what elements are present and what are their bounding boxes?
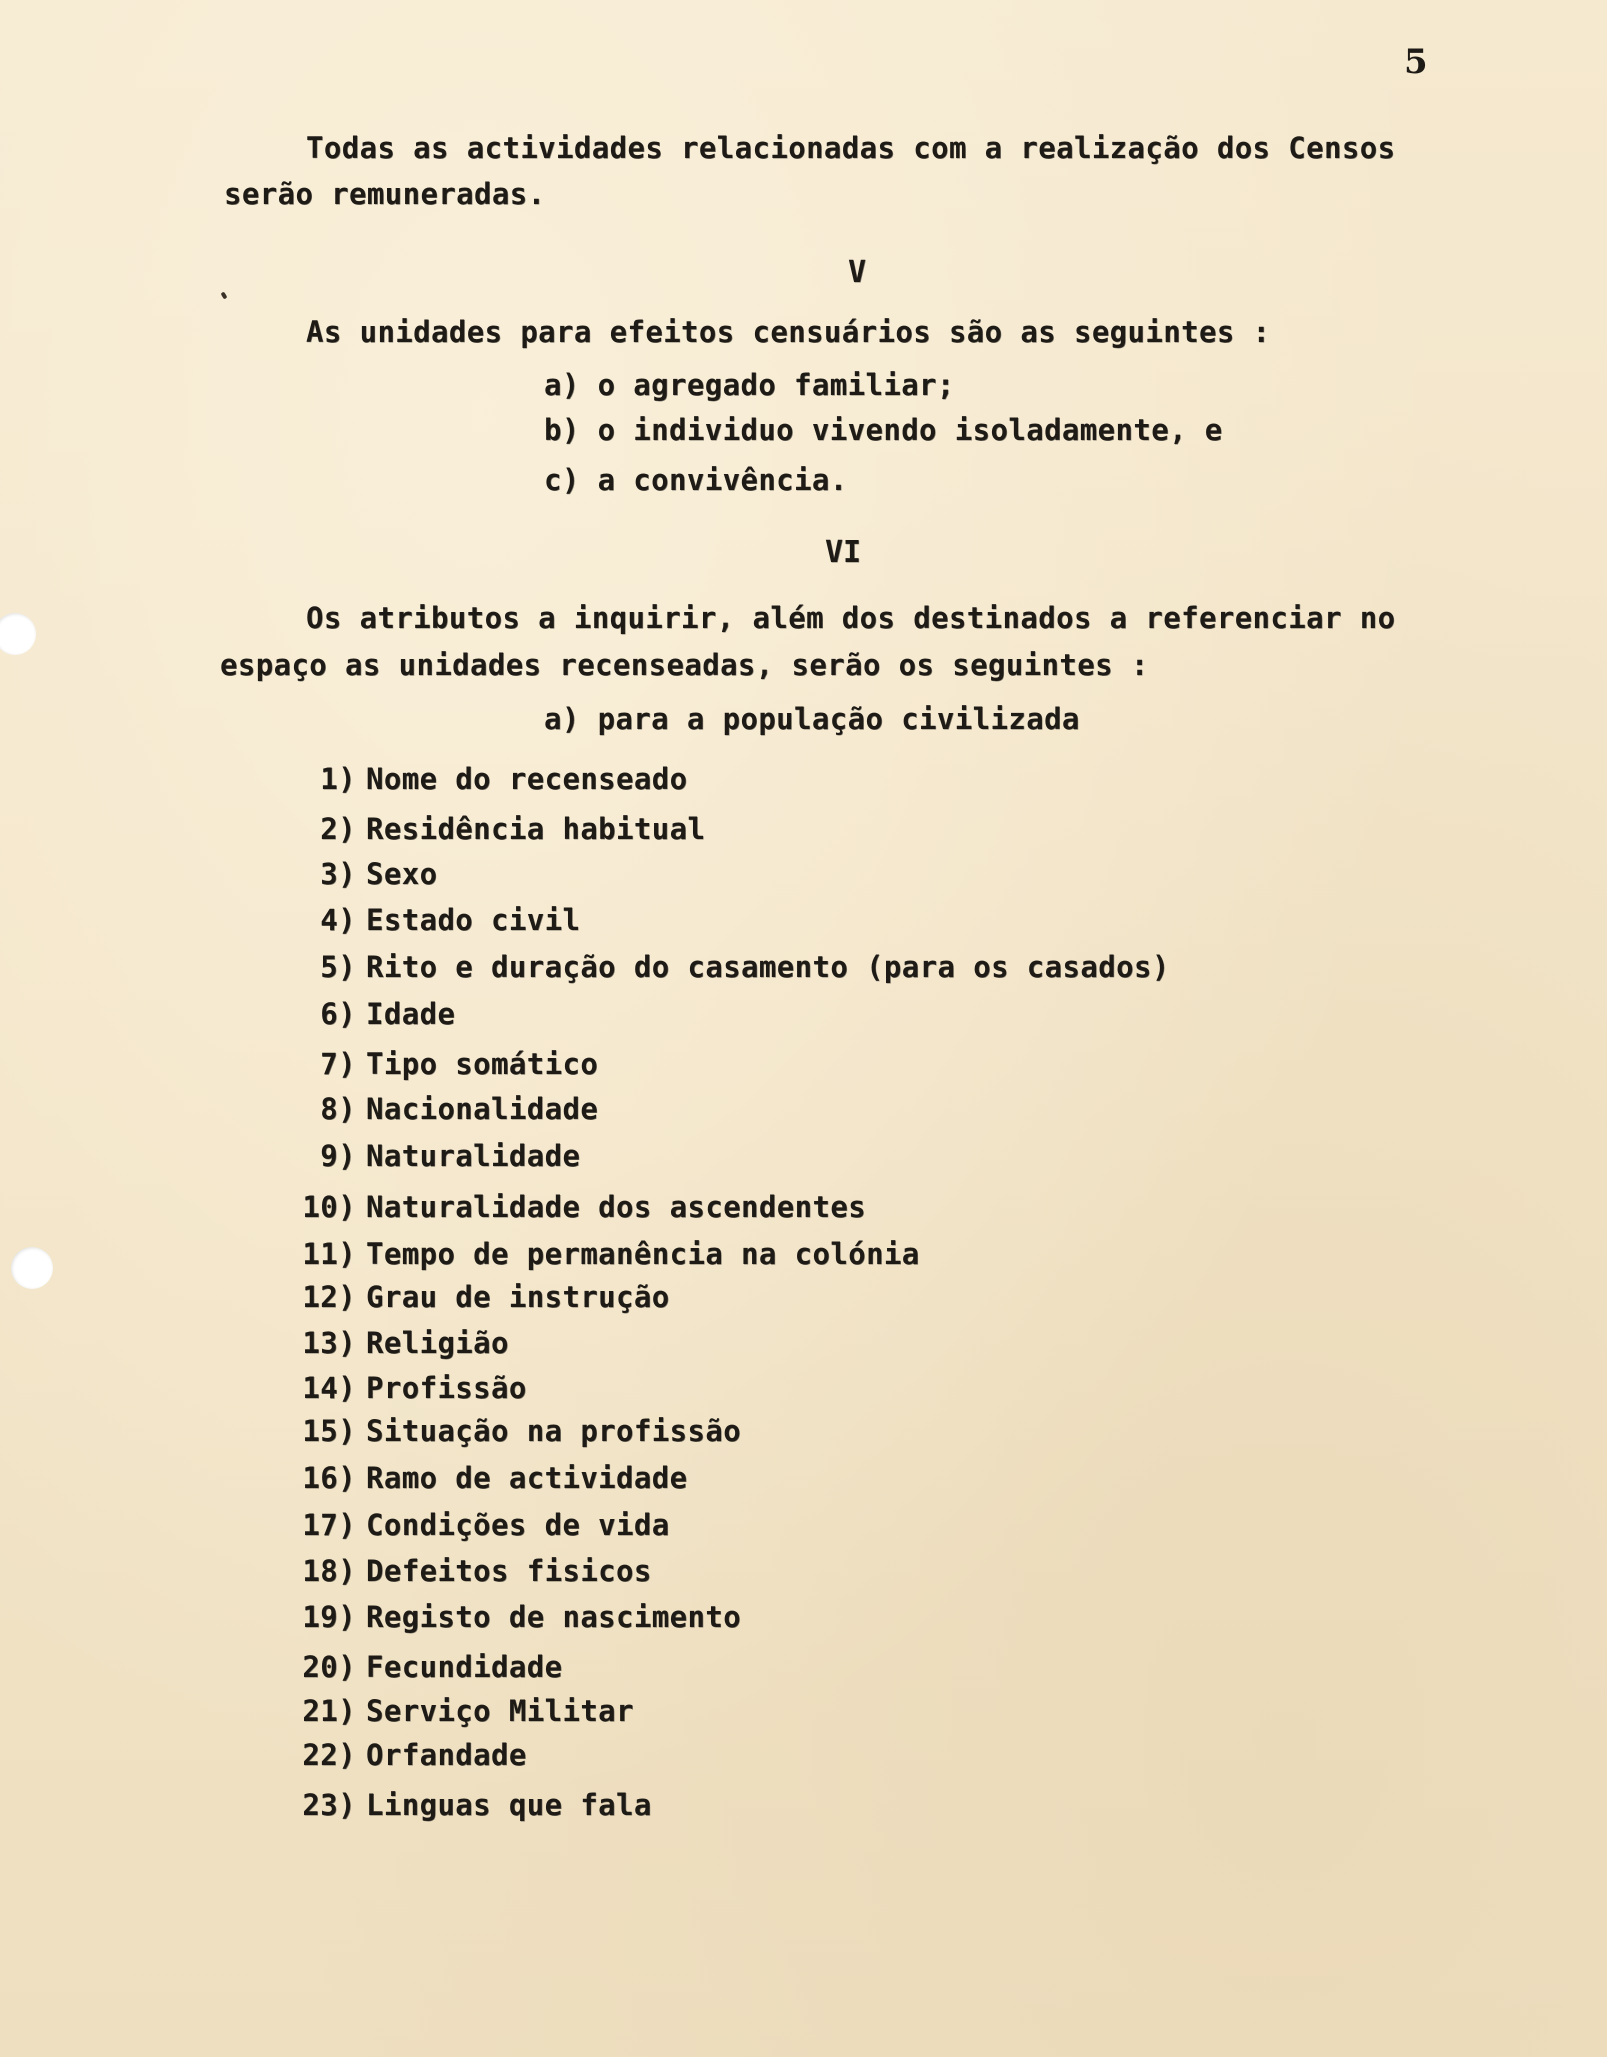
attribute-number: 11) xyxy=(302,1237,356,1271)
attribute-item xyxy=(270,1738,527,1772)
attribute-text: Serviço Militar xyxy=(366,1694,634,1728)
attribute-text: Fecundidade xyxy=(366,1650,563,1684)
attribute-number: 4) xyxy=(320,903,356,937)
attribute-text: Orfandade xyxy=(366,1738,527,1772)
page-number: 5 xyxy=(1404,42,1428,82)
attribute-number: 2) xyxy=(320,812,356,846)
attribute-number: 8) xyxy=(320,1092,356,1126)
attribute-item xyxy=(270,1326,509,1360)
attribute-number: 10) xyxy=(302,1190,356,1224)
attribute-number: 23) xyxy=(302,1788,356,1822)
attribute-number: 15) xyxy=(302,1414,356,1448)
attribute-item xyxy=(270,1694,634,1728)
section-vi-subheading: a) para a população civilizada xyxy=(544,702,1080,736)
attribute-item xyxy=(270,1190,866,1224)
attribute-item xyxy=(270,1600,741,1634)
section-v-heading: V xyxy=(848,255,867,290)
attribute-text: Defeitos fisicos xyxy=(366,1554,652,1588)
paragraph-1-line-1: Todas as actividades relacionadas com a realização dos Censos xyxy=(306,131,1396,165)
attribute-item xyxy=(270,1788,652,1822)
attribute-item xyxy=(270,997,455,1031)
attribute-item xyxy=(270,1092,598,1126)
attribute-text: Nacionalidade xyxy=(366,1092,599,1126)
attribute-number: 16) xyxy=(302,1461,356,1495)
attribute-text: Situação na profissão xyxy=(366,1414,742,1448)
attribute-item xyxy=(270,903,580,937)
attribute-text: Tipo somático xyxy=(366,1047,599,1081)
attribute-item xyxy=(270,950,1170,984)
attribute-text: Naturalidade xyxy=(366,1139,581,1173)
attribute-number: 18) xyxy=(302,1554,356,1588)
attribute-text: Profissão xyxy=(366,1371,527,1405)
attribute-item xyxy=(270,1650,562,1684)
section-v-item-c: c) a convivência. xyxy=(544,463,848,497)
attribute-text: Religião xyxy=(366,1326,509,1360)
section-v-item-a: a) o agregado familiar; xyxy=(544,368,955,402)
attribute-text: Tempo de permanência na colónia xyxy=(366,1237,920,1271)
attribute-text: Grau de instrução xyxy=(366,1280,670,1314)
punch-hole-bottom xyxy=(11,1247,53,1289)
section-vi-intro-line-1: Os atributos a inquirir, além dos destinados a referenciar no xyxy=(306,601,1396,635)
attribute-item xyxy=(270,1280,670,1314)
attribute-number: 3) xyxy=(320,857,356,891)
attribute-number: 21) xyxy=(302,1694,356,1728)
attribute-item xyxy=(270,857,437,891)
attribute-text: Idade xyxy=(366,997,456,1031)
attribute-number: 6) xyxy=(320,997,356,1031)
attribute-number: 7) xyxy=(320,1047,356,1081)
attribute-number: 14) xyxy=(302,1371,356,1405)
attribute-text: Estado civil xyxy=(366,903,581,937)
attribute-item xyxy=(270,1237,920,1271)
punch-hole-top xyxy=(0,613,36,655)
attribute-item xyxy=(270,1139,580,1173)
attribute-number: 20) xyxy=(302,1650,356,1684)
attribute-text: Registo de nascimento xyxy=(366,1600,742,1634)
section-vi-heading: VI xyxy=(825,535,862,570)
paragraph-1-line-2: serão remuneradas. xyxy=(224,177,546,211)
attribute-number: 22) xyxy=(302,1738,356,1772)
attribute-number: 13) xyxy=(302,1326,356,1360)
attribute-number: 9) xyxy=(320,1139,356,1173)
attribute-text: Residência habitual xyxy=(366,812,706,846)
section-vi-intro-line-2: espaço as unidades recenseadas, serão os seguintes : xyxy=(220,648,1149,682)
attribute-text: Condições de vida xyxy=(366,1508,670,1542)
section-v-intro: As unidades para efeitos censuários são as seguintes : xyxy=(306,315,1271,349)
attribute-text: Linguas que fala xyxy=(366,1788,652,1822)
attribute-number: 5) xyxy=(320,950,356,984)
attribute-item xyxy=(270,762,687,796)
attribute-number: 12) xyxy=(302,1280,356,1314)
attribute-text: Naturalidade dos ascendentes xyxy=(366,1190,867,1224)
attribute-text: Rito e duração do casamento (para os casados) xyxy=(366,950,1170,984)
attribute-item xyxy=(270,1508,670,1542)
ink-speck xyxy=(221,291,228,299)
attribute-item xyxy=(270,1414,741,1448)
attribute-text: Sexo xyxy=(366,857,438,891)
attribute-item xyxy=(270,1554,652,1588)
attribute-item xyxy=(270,1047,598,1081)
attribute-text: Ramo de actividade xyxy=(366,1461,688,1495)
attribute-number: 1) xyxy=(320,762,356,796)
attribute-item xyxy=(270,1371,527,1405)
attribute-number: 19) xyxy=(302,1600,356,1634)
attribute-item xyxy=(270,1461,687,1495)
attribute-number: 17) xyxy=(302,1508,356,1542)
section-v-item-b: b) o individuo vivendo isoladamente, e xyxy=(544,413,1223,447)
attribute-item xyxy=(270,812,705,846)
attribute-text: Nome do recenseado xyxy=(366,762,688,796)
